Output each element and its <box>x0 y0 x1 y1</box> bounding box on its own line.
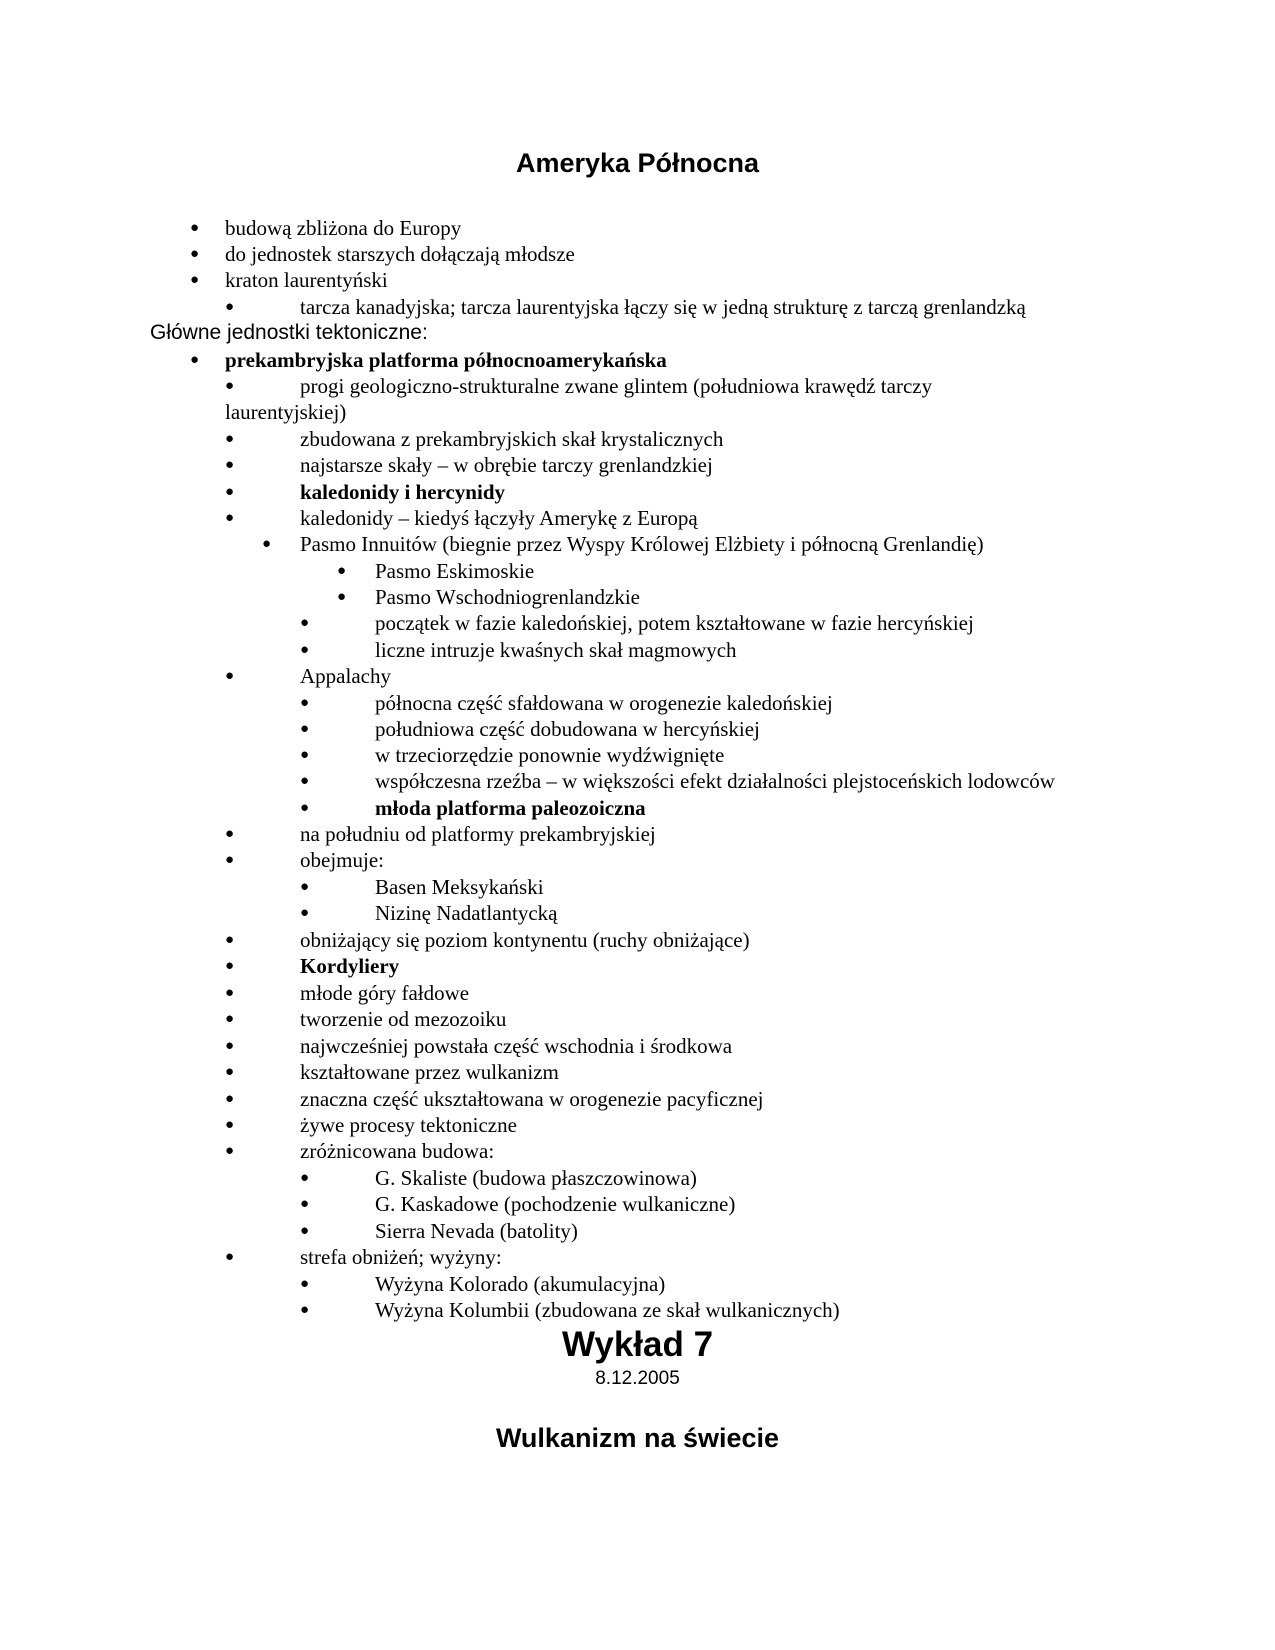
bullet-icon: ● <box>225 985 235 1001</box>
page-title: Ameryka Północna <box>515 148 760 178</box>
bullet-icon: ● <box>337 589 347 605</box>
bullet-icon: ● <box>300 615 310 631</box>
lecture-date: 8.12.2005 <box>595 1368 680 1389</box>
bullet-icon: ● <box>225 932 235 948</box>
bullet-icon: ● <box>300 879 310 895</box>
lecture-title: Wykład 7 <box>561 1325 714 1364</box>
bullet-icon: ● <box>225 958 235 974</box>
bullet-icon: ● <box>225 510 235 526</box>
bullet-icon: ● <box>190 272 200 288</box>
bullet-icon: ● <box>225 1091 235 1107</box>
bullet-icon: ● <box>300 800 310 816</box>
bullet-icon: ● <box>225 1064 235 1080</box>
bullet-icon: ● <box>190 352 200 368</box>
bullet-icon: ● <box>300 747 310 763</box>
subheading: Główne jednostki tektoniczne: <box>150 321 428 344</box>
bullet-icon: ● <box>300 642 310 658</box>
bullet-icon: ● <box>300 1276 310 1292</box>
bullet-icon: ● <box>225 1143 235 1159</box>
bullet-icon: ● <box>225 431 235 447</box>
bullet-icon: ● <box>225 299 235 315</box>
bullet-icon: ● <box>225 826 235 842</box>
bullet-icon: ● <box>300 1170 310 1186</box>
bullet-icon: ● <box>225 457 235 473</box>
bullet-icon: ● <box>300 1302 310 1318</box>
bullet-icon: ● <box>225 1249 235 1265</box>
bullet-icon: ● <box>225 378 235 394</box>
bullet-icon: ● <box>190 220 200 236</box>
bullet-icon: ● <box>225 1117 235 1133</box>
bullet-icon: ● <box>225 1038 235 1054</box>
bullet-icon: ● <box>225 852 235 868</box>
bullet-icon: ● <box>300 905 310 921</box>
list-item-continuation: laurentyjskiej) <box>225 400 347 424</box>
bullet-icon: ● <box>225 668 235 684</box>
bullet-icon: ● <box>262 536 272 552</box>
bullet-icon: ● <box>225 484 235 500</box>
bullet-icon: ● <box>300 695 310 711</box>
bullet-icon: ● <box>190 246 200 262</box>
bullet-icon: ● <box>300 721 310 737</box>
bullet-icon: ● <box>300 773 310 789</box>
section-title: Wulkanizm na świecie <box>495 1423 780 1453</box>
bullet-icon: ● <box>300 1223 310 1239</box>
bullet-icon: ● <box>337 563 347 579</box>
bullet-icon: ● <box>300 1196 310 1212</box>
bullet-icon: ● <box>225 1011 235 1027</box>
